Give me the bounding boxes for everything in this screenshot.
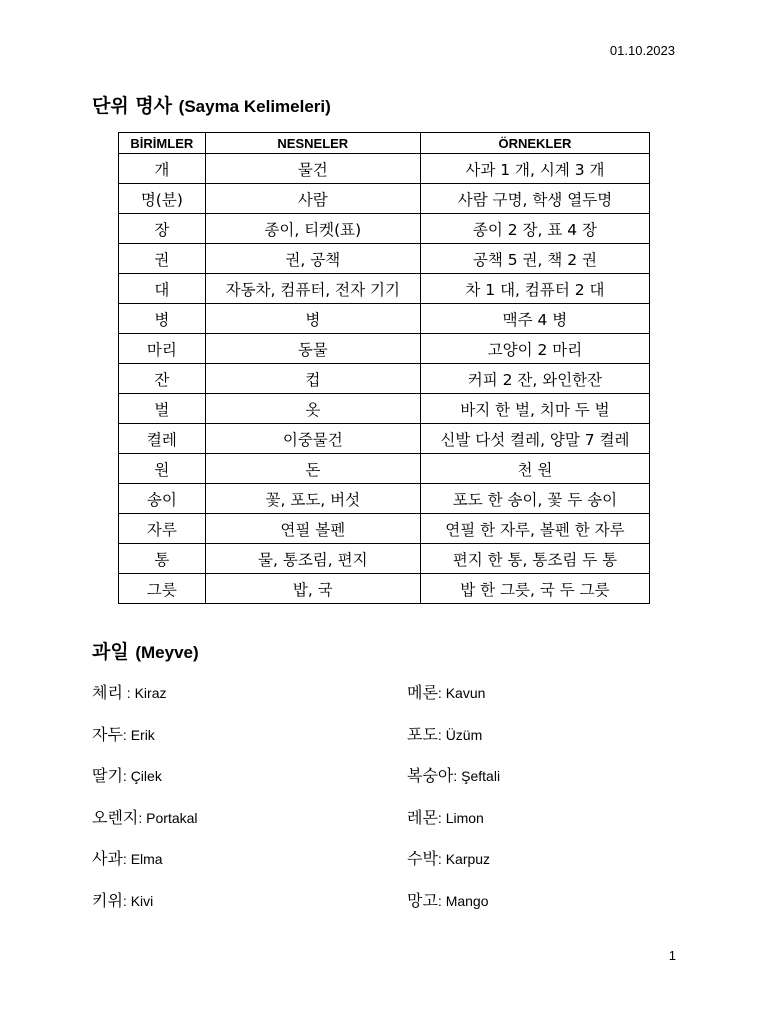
table-row <box>119 334 650 364</box>
fruit-entry <box>407 846 490 869</box>
unit-cell: 권 <box>119 244 206 274</box>
section-title-fruits <box>92 637 199 664</box>
fruit-turkish: : Üzüm <box>437 726 483 743</box>
fruit-korean: 자두 <box>92 724 123 744</box>
fruit-entry <box>407 888 489 911</box>
fruit-entry <box>407 722 482 745</box>
table-row <box>119 454 650 484</box>
fruit-turkish: : Erik <box>122 726 155 743</box>
fruit-korean: 메론 <box>407 683 438 702</box>
unit-cell: 송이 <box>119 484 206 514</box>
examples-cell: 사람 구명, 학생 열두명 <box>420 184 649 214</box>
objects-cell: 이중물건 <box>205 424 420 454</box>
examples-cell: 공책 5 권, 책 2 권 <box>420 244 649 274</box>
fruit-korean: 복숭아 <box>407 766 454 786</box>
examples-cell: 천 원 <box>420 454 649 484</box>
section-title-turkish: (Sayma Kelimeleri) <box>178 97 331 116</box>
table-header-row <box>119 133 650 154</box>
objects-cell: 물건 <box>205 154 420 184</box>
fruit-entry <box>407 805 484 828</box>
section-title-korean: 과일 <box>92 641 129 663</box>
section-title-korean: 단위 명사 <box>92 95 173 117</box>
examples-cell: 포도 한 송이, 꽃 두 송이 <box>420 484 649 514</box>
unit-cell: 그릇 <box>119 574 206 604</box>
unit-cell: 통 <box>119 544 206 574</box>
examples-cell: 차 1 대, 컴퓨터 2 대 <box>420 274 649 304</box>
objects-cell: 밥, 국 <box>205 574 420 604</box>
examples-cell: 신발 다섯 켤레, 양말 7 켤레 <box>420 424 649 454</box>
unit-cell: 자루 <box>119 514 206 544</box>
table-row <box>119 514 650 544</box>
fruit-turkish: : Kavun <box>437 685 486 701</box>
fruit-entry <box>407 763 500 786</box>
fruit-turkish: : Çilek <box>122 768 162 785</box>
table-row <box>119 304 650 334</box>
table-row <box>119 214 650 244</box>
fruit-entry <box>92 763 162 786</box>
fruit-korean: 키위 <box>92 891 123 910</box>
unit-cell: 잔 <box>119 364 206 394</box>
unit-cell: 켤레 <box>119 424 206 454</box>
fruit-entry <box>92 805 198 828</box>
unit-cell: 마리 <box>119 334 206 364</box>
fruit-korean: 포도 <box>407 724 438 744</box>
table-row <box>119 544 650 574</box>
examples-cell: 커피 2 잔, 와인한잔 <box>420 364 649 394</box>
table-row <box>119 244 650 274</box>
table-row <box>119 364 650 394</box>
objects-cell: 물, 통조림, 편지 <box>205 544 420 574</box>
objects-cell: 권, 공책 <box>205 244 420 274</box>
fruit-turkish: : Karpuz <box>437 851 491 868</box>
fruit-turkish: : Kivi <box>122 893 154 909</box>
fruit-korean: 체리 <box>92 683 123 702</box>
fruit-korean: 딸기 <box>92 766 123 786</box>
examples-cell: 맥주 4 병 <box>420 304 649 334</box>
objects-cell: 꽃, 포도, 버섯 <box>205 484 420 514</box>
table-row <box>119 154 650 184</box>
counters-table <box>118 132 650 604</box>
objects-cell: 돈 <box>205 454 420 484</box>
examples-cell: 편지 한 통, 통조림 두 통 <box>420 544 649 574</box>
unit-cell: 대 <box>119 274 206 304</box>
section-title-counters <box>92 91 331 118</box>
objects-cell: 옷 <box>205 394 420 424</box>
unit-cell: 개 <box>119 154 206 184</box>
fruit-korean: 오렌지 <box>92 807 139 827</box>
document-date: 01.10.2023 <box>609 43 675 58</box>
fruit-entry <box>92 722 155 745</box>
header-examples: ÖRNEKLER <box>420 133 649 154</box>
header-units: BİRİMLER <box>119 133 206 154</box>
objects-cell: 사람 <box>205 184 420 214</box>
objects-cell: 컵 <box>205 364 420 394</box>
fruit-entry <box>92 846 163 869</box>
objects-cell: 연필 볼펜 <box>205 514 420 544</box>
objects-cell: 종이, 티켓(표) <box>205 214 420 244</box>
fruit-korean: 수박 <box>407 849 438 869</box>
table-row <box>119 424 650 454</box>
table-row <box>119 184 650 214</box>
unit-cell: 명(분) <box>119 184 206 214</box>
unit-cell: 원 <box>119 454 206 484</box>
fruit-entry <box>92 680 167 703</box>
fruit-turkish: : Portakal <box>138 809 198 826</box>
examples-cell: 밥 한 그릇, 국 두 그릇 <box>420 574 649 604</box>
fruit-turkish: : Mango <box>437 893 489 909</box>
table-row <box>119 274 650 304</box>
fruit-entry <box>407 680 485 703</box>
unit-cell: 병 <box>119 304 206 334</box>
unit-cell: 장 <box>119 214 206 244</box>
examples-cell: 고양이 2 마리 <box>420 334 649 364</box>
unit-cell: 벌 <box>119 394 206 424</box>
header-objects: NESNELER <box>205 133 420 154</box>
fruit-turkish: : Kiraz <box>122 685 167 701</box>
objects-cell: 병 <box>205 304 420 334</box>
table-row <box>119 574 650 604</box>
examples-cell: 사과 1 개, 시계 3 개 <box>420 154 649 184</box>
fruit-korean: 레몬 <box>407 807 438 827</box>
fruit-turkish: : Şeftali <box>453 768 501 785</box>
objects-cell: 동물 <box>205 334 420 364</box>
page-number: 1 <box>668 948 676 963</box>
fruit-turkish: : Elma <box>122 851 163 868</box>
table-row <box>119 484 650 514</box>
examples-cell: 연필 한 자루, 볼펜 한 자루 <box>420 514 649 544</box>
table-row <box>119 394 650 424</box>
fruit-korean: 망고 <box>407 891 438 910</box>
section-title-turkish: (Meyve) <box>135 643 199 662</box>
objects-cell: 자동차, 컴퓨터, 전자 기기 <box>205 274 420 304</box>
fruit-korean: 사과 <box>92 849 123 869</box>
fruit-turkish: : Limon <box>437 809 484 826</box>
examples-cell: 바지 한 벌, 치마 두 벌 <box>420 394 649 424</box>
fruit-entry <box>92 888 153 911</box>
examples-cell: 종이 2 장, 표 4 장 <box>420 214 649 244</box>
